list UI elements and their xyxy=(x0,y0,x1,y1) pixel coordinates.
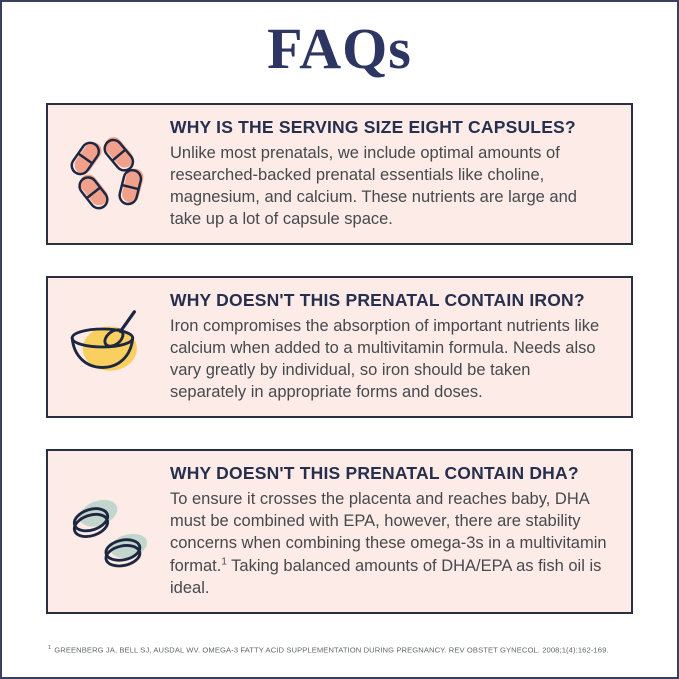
footnote-citation xyxy=(48,645,633,656)
card-content xyxy=(170,278,631,416)
icon-column xyxy=(48,487,170,577)
faq-card-dha xyxy=(46,449,633,613)
card-content xyxy=(170,451,631,611)
page-title: FAQs xyxy=(267,16,412,81)
faq-card-serving-size xyxy=(46,103,633,245)
faq-question: WHY IS THE SERVING SIZE EIGHT CAPSULES? xyxy=(170,116,576,137)
icon-column xyxy=(48,302,170,392)
footnote-number: 1 xyxy=(48,644,52,651)
footnote-text: GREENBERG JA, BELL SJ, AUSDAL WV. OMEGA-3 FATTY ACID SUPPLEMENTATION DURING PREGNANCY. REV OBSTET GYNECOL. 2008;1(4):162-169. xyxy=(54,645,609,655)
faq-card-iron xyxy=(46,276,633,418)
faq-answer: Unlike most prenatals, we include optimal amounts of researched-backed prenatal essentials like choline, magnesium, and calcium. These nutrients are large and take up a lot of capsule space. xyxy=(170,143,577,228)
card-content xyxy=(170,105,631,243)
bowl-spoon-icon xyxy=(64,302,154,392)
icon-column xyxy=(48,129,170,219)
faq-question: WHY DOESN'T THIS PRENATAL CONTAIN IRON? xyxy=(170,290,585,310)
faq-page xyxy=(2,2,677,677)
softgels-icon xyxy=(64,487,154,577)
footnote-ref: 1 xyxy=(221,556,227,568)
faq-answer: To ensure it crosses the placenta and reaches baby, DHA must be combined with EPA, however, there are stability concerns when combining these omega-3s in a multivitamin format.$^1$ Taking balanced amounts of DHA/EPA as fish oil is ideal. xyxy=(170,490,607,597)
capsules-icon xyxy=(64,129,154,219)
faq-answer: Iron compromises the absorption of important nutrients like calcium when added to a multivitamin formula. Needs also vary greatly by individual, so iron should be taken separately in appropriate forms and doses. xyxy=(170,316,600,402)
faq-question: WHY DOESN'T THIS PRENATAL CONTAIN DHA? xyxy=(170,463,579,484)
